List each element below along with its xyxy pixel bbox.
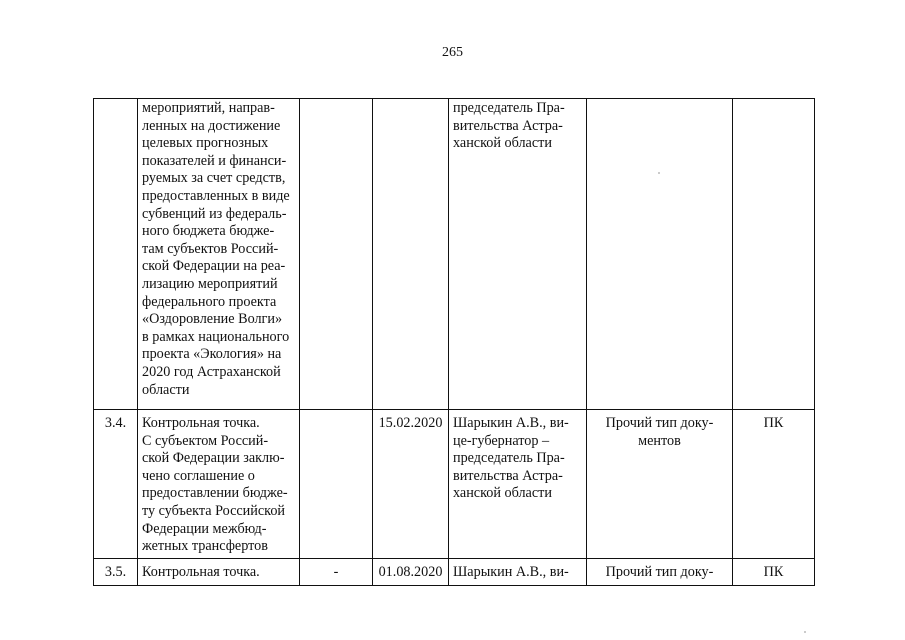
responsible-line: ханской области bbox=[453, 135, 552, 152]
control-level-cell bbox=[733, 99, 815, 410]
description-line: в рамках национального bbox=[142, 328, 290, 345]
responsible-cell bbox=[449, 410, 587, 559]
row-number-cell bbox=[94, 99, 138, 410]
end-date-cell bbox=[373, 99, 449, 410]
document-type-line: ментов bbox=[638, 432, 681, 449]
description-line: ской Федерации заклю- bbox=[142, 450, 285, 467]
description-line: чено соглашение о bbox=[142, 467, 255, 484]
row-number-cell: 3.4. bbox=[94, 410, 138, 559]
description-line: мероприятий, направ- bbox=[142, 100, 275, 116]
responsible-line: Шарыкин А.В., ви- bbox=[453, 563, 569, 580]
description-line: ного бюджета бюдже- bbox=[142, 223, 275, 240]
description-line: области bbox=[142, 381, 190, 398]
responsible-line: председатель Пра- bbox=[453, 450, 565, 467]
description-cell bbox=[138, 558, 300, 585]
document-type-line: Прочий тип доку- bbox=[605, 563, 714, 580]
start-date-cell bbox=[300, 99, 373, 410]
description-line: ту субъекта Российской bbox=[142, 502, 286, 519]
description-line: лизацию мероприятий bbox=[142, 275, 278, 292]
responsible-line: вительства Астра- bbox=[453, 117, 563, 134]
table-row bbox=[94, 99, 815, 410]
description-line: жетных трансфертов bbox=[142, 538, 268, 555]
start-date-cell: - bbox=[300, 558, 373, 585]
description-line: предоставленных в виде bbox=[142, 187, 290, 204]
description-line: проекта «Экология» на bbox=[142, 346, 282, 363]
responsible-cell bbox=[449, 558, 587, 585]
description-line: 2020 год Астраханской bbox=[142, 363, 281, 380]
description-line: Федерации межбюд- bbox=[142, 520, 267, 537]
start-date-cell bbox=[300, 410, 373, 559]
description-line: С субъектом Россий- bbox=[142, 432, 269, 449]
document-type-cell bbox=[587, 410, 733, 559]
description-cell bbox=[138, 410, 300, 559]
end-date-cell: 01.08.2020 bbox=[373, 558, 449, 585]
description-line: субвенций из федераль- bbox=[142, 205, 287, 222]
plan-table bbox=[93, 98, 815, 586]
description-line: предоставлении бюдже- bbox=[142, 485, 288, 502]
responsible-line: це-губернатор – bbox=[453, 432, 550, 449]
description-line: Контрольная точка. bbox=[142, 415, 260, 431]
responsible-cell bbox=[449, 99, 587, 410]
description-cell bbox=[138, 99, 300, 410]
description-line: руемых за счет средств, bbox=[142, 170, 286, 187]
document-type-line: Прочий тип доку- bbox=[605, 415, 714, 431]
description-line: показателей и финанси- bbox=[142, 152, 287, 169]
table-row bbox=[94, 410, 815, 559]
description-line: Контрольная точка. bbox=[142, 563, 260, 580]
document-type-cell bbox=[587, 99, 733, 410]
scan-speck bbox=[804, 631, 806, 633]
responsible-line: председатель Пра- bbox=[453, 100, 565, 116]
page-number: 265 bbox=[442, 45, 463, 60]
description-line: там субъектов Россий- bbox=[142, 240, 279, 257]
responsible-line: ханской области bbox=[453, 485, 552, 502]
description-line: федерального проекта bbox=[142, 293, 277, 310]
end-date-cell: 15.02.2020 bbox=[373, 410, 449, 559]
description-line: целевых прогнозных bbox=[142, 135, 269, 152]
description-line: ской Федерации на реа- bbox=[142, 258, 286, 275]
responsible-line: вительства Астра- bbox=[453, 467, 563, 484]
control-level-cell: ПК bbox=[733, 558, 815, 585]
control-level-cell: ПК bbox=[733, 410, 815, 559]
description-line: «Оздоровление Волги» bbox=[142, 311, 283, 328]
responsible-line: Шарыкин А.В., ви- bbox=[453, 415, 569, 431]
document-type-cell bbox=[587, 558, 733, 585]
row-number-cell: 3.5. bbox=[94, 558, 138, 585]
scan-speck bbox=[658, 172, 660, 174]
description-line: ленных на достижение bbox=[142, 117, 281, 134]
table-row bbox=[94, 558, 815, 585]
